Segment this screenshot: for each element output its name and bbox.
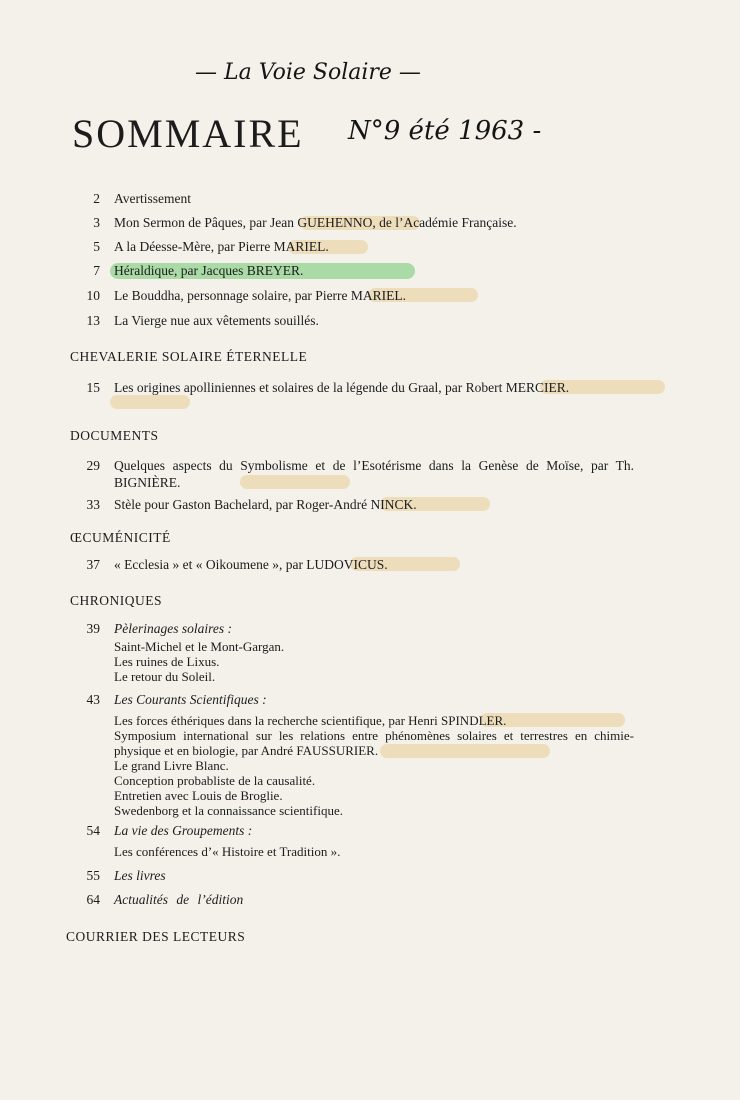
entry-title: La vie des Groupements : (114, 823, 253, 838)
section-heading-courrier: COURRIER DES LECTEURS (66, 929, 246, 944)
handwritten-note-issue: N°9 été 1963 - (348, 116, 542, 146)
entry-title: A la Déesse-Mère, par Pierre MARIEL. (114, 239, 329, 254)
page-number: 5 (93, 239, 100, 254)
page-number: 2 (93, 191, 100, 206)
page-number: 55 (86, 868, 100, 883)
page-number: 64 (86, 892, 100, 907)
entry-title: Mon Sermon de Pâques, par Jean GUEHENNO, de l’Académie Française. (114, 215, 517, 230)
sub-item: Entretien avec Louis de Broglie. (114, 788, 283, 803)
entry-title: Actualités de l’édition (114, 892, 244, 907)
entry-title: Le Bouddha, personnage solaire, par Pierre MARIEL. (114, 288, 407, 303)
page-number: 37 (86, 557, 100, 572)
entry-title: Quelques aspects du Symbolisme et de l’Esotérisme dans la Genèse de Moïse, par Th. BIGNIÈRE. (114, 458, 634, 490)
entry-title: Héraldique, par Jacques BREYER. (114, 263, 304, 278)
page-number: 7 (93, 263, 100, 278)
sub-item: Conception probabliste de la causalité. (114, 773, 316, 788)
entry-title: Les Courants Scientifiques : (114, 692, 267, 707)
section-heading-oecumenicite: ŒCUMÉNICITÉ (70, 530, 171, 545)
page-number: 3 (93, 215, 100, 230)
entry-title: Avertissement (114, 191, 191, 206)
sub-item: Symposium international sur les relations entre phénomènes solaires et terrestres en chimie-physique et en biologie, par André FAUSSURIER. (114, 728, 634, 758)
sub-item: Les forces éthériques dans la recherche scientifique, par Henri SPINDLER. (114, 713, 507, 728)
page-number: 43 (86, 692, 100, 707)
sub-item: Les conférences d’« Histoire et Tradition ». (114, 844, 341, 859)
highlight-mercier-2 (110, 395, 190, 409)
sub-item: Le retour du Soleil. (114, 669, 216, 684)
page-number: 39 (86, 621, 100, 636)
entry-title: Les livres (114, 868, 166, 883)
page-number: 15 (86, 380, 100, 395)
entry-title: La Vierge nue aux vêtements souillés. (114, 313, 319, 328)
page-number: 29 (86, 458, 100, 473)
page-number: 33 (86, 497, 100, 512)
entry-title: Pèlerinages solaires : (114, 621, 232, 636)
handwritten-note-top: — La Voie Solaire — (195, 60, 421, 85)
page-number: 54 (86, 823, 100, 838)
entry-title: Stèle pour Gaston Bachelard, par Roger-André NINCK. (114, 497, 417, 512)
section-heading-chevalerie: CHEVALERIE SOLAIRE ÉTERNELLE (70, 349, 308, 364)
section-heading-chroniques: CHRONIQUES (70, 593, 163, 608)
sub-item: Saint-Michel et le Mont-Gargan. (114, 639, 285, 654)
page-number: 10 (86, 288, 100, 303)
page-title: SOMMAIRE (72, 111, 304, 156)
section-heading-documents: DOCUMENTS (70, 428, 159, 443)
entry-title: « Ecclesia » et « Oikoumene », par LUDOVICUS. (114, 557, 388, 572)
sub-item: Les ruines de Lixus. (114, 654, 220, 669)
page-number: 13 (86, 313, 100, 328)
sub-item: Le grand Livre Blanc. (114, 758, 229, 773)
sub-item: Swedenborg et la connaissance scientifique. (114, 803, 343, 818)
entry-title: Les origines apolliniennes et solaires de la légende du Graal, par Robert MERCIER. (114, 380, 570, 395)
